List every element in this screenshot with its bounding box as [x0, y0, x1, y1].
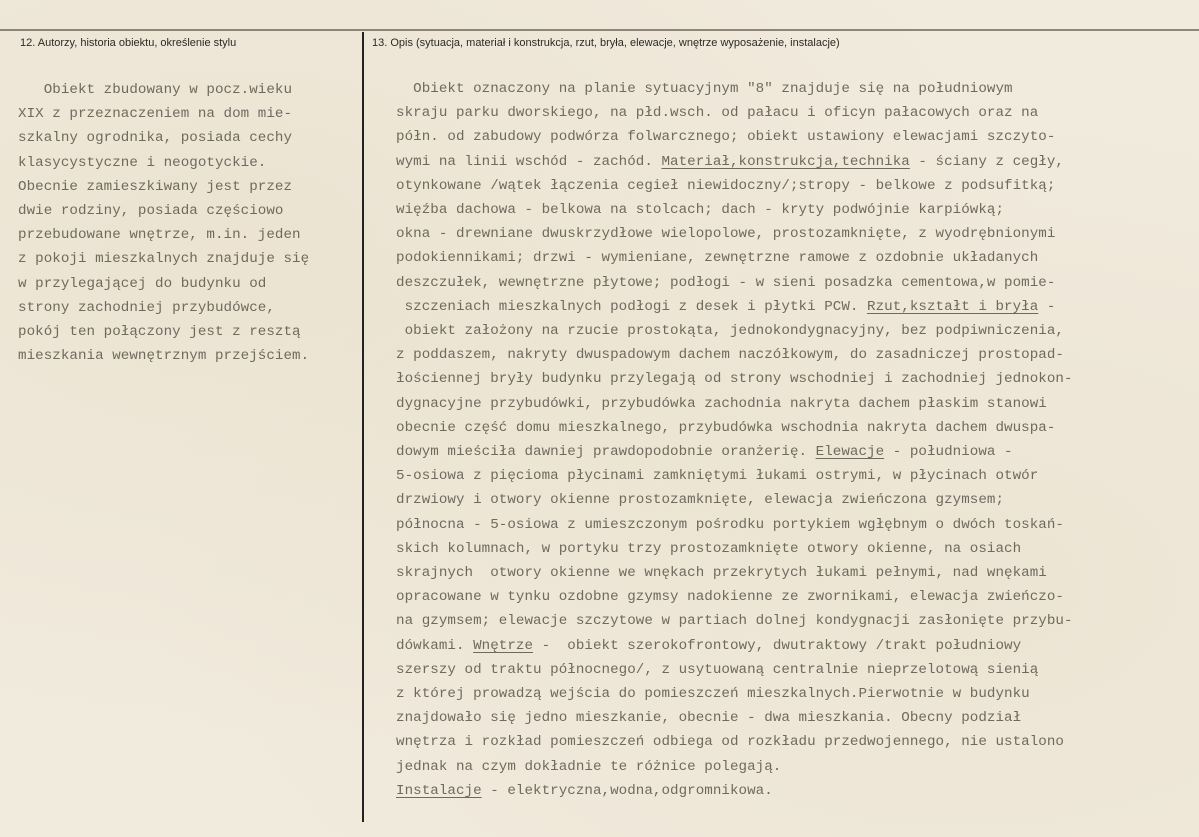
- text-segment: obiekt założony na rzucie prostokąta, jednokondygnacyjny, bez podpiwniczenia,: [396, 323, 1064, 340]
- text-segment: dygnacyjne przybudówki, przybudówka zachodnia nakryta dachem płaskim stanowi: [396, 395, 1047, 412]
- text-line: [396, 537, 1196, 561]
- text-segment: 5-osiowa z pięcioma płycinami zamkniętymi łukami ostrymi, w płycinach otwór: [396, 468, 1039, 485]
- text-segment: łościennej bryły budynku przylegają od strony wschodniej i zachodniej jednokon-: [396, 371, 1073, 388]
- text-line: dwie rodziny, posiada częściowo: [18, 203, 284, 220]
- text-segment: obecnie część domu mieszkalnego, przybudówka wschodnia nakryta dachem dwuspa-: [396, 419, 1056, 436]
- text-segment: północna - 5-osiowa z umieszczonym pośrodku portykiem wgłębnym o dwóch toskań-: [396, 516, 1064, 533]
- text-line: [396, 392, 1196, 416]
- text-line: [396, 367, 1196, 391]
- text-line: [396, 416, 1196, 440]
- text-segment: drzwiowy i otwory okienne prostozamknięte, elewacja zwieńczona gzymsem;: [396, 492, 1005, 509]
- text-segment: skich kolumnach, w portyku trzy prostozamknięte otwory okienne, na osiach: [396, 540, 1022, 557]
- text-line: [396, 246, 1196, 270]
- text-segment: skrajnych otwory okienne we wnękach przekrytych łukami pełnymi, nad wnękami: [396, 565, 1047, 582]
- text-line: [396, 343, 1196, 367]
- text-line: [396, 77, 1196, 101]
- text-segment: - południowa -: [884, 444, 1013, 461]
- header-divider: [0, 29, 1199, 31]
- text-line: mieszkania wewnętrznym przejściem.: [18, 348, 310, 365]
- text-line: przebudowane wnętrze, m.in. jeden: [18, 227, 301, 244]
- text-line: [396, 779, 1196, 803]
- text-segment: dowym mieściła dawniej prawdopodobnie oranżerię.: [396, 444, 816, 461]
- text-segment: opracowane w tynku ozdobne gzymsy nadokienne ze zwornikami, elewacja zwieńczo-: [396, 589, 1064, 606]
- history-text-block: [18, 78, 360, 368]
- text-segment: -: [1038, 298, 1056, 315]
- text-line: [396, 440, 1196, 464]
- text-line: [396, 634, 1196, 658]
- underlined-heading: Elewacje: [815, 444, 885, 461]
- text-segment: - obiekt szerokofrontowy, dwutraktowy /trakt południowy: [533, 637, 1022, 654]
- text-line: [396, 101, 1196, 125]
- text-segment: podokiennikami; drzwi - wymieniane, zewnętrzne ramowe z ozdobnie układanych: [396, 250, 1039, 267]
- text-line: [396, 319, 1196, 343]
- text-line: pokój ten połączony jest z resztą: [18, 324, 301, 341]
- text-line: Obecnie zamieszkiwany jest przez: [18, 178, 293, 195]
- text-line: [396, 295, 1196, 319]
- text-line: [396, 609, 1196, 633]
- text-segment: wymi na linii wschód - zachód.: [396, 153, 662, 170]
- underlined-heading: Wnętrze: [473, 637, 534, 654]
- text-line: [396, 755, 1196, 779]
- text-line: [396, 488, 1196, 512]
- text-line: strony zachodniej przybudówce,: [18, 299, 275, 316]
- text-segment: Obiekt oznaczony na planie sytuacyjnym "8" znajduje się na południowym: [396, 81, 1013, 97]
- text-segment: jednak na czym dokładnie te różnice polegają.: [396, 758, 782, 775]
- text-line: [396, 706, 1196, 730]
- text-segment: z poddaszem, nakryty dwuspadowym dachem naczółkowym, do zasadniczej prostopad-: [396, 347, 1064, 364]
- text-segment: - elektryczna,wodna,odgromnikowa.: [481, 782, 773, 799]
- text-line: [396, 150, 1196, 174]
- text-line: XIX z przeznaczeniem na dom mie-: [18, 106, 293, 123]
- underlined-heading: Materiał,konstrukcja,technika: [661, 153, 910, 170]
- text-line: [396, 125, 1196, 149]
- underlined-heading: Rzut,kształt i bryła: [867, 298, 1039, 315]
- text-line: [396, 730, 1196, 754]
- text-segment: półn. od zabudowy podwórza folwarcznego; obiekt ustawiony elewacjami szczyto-: [396, 129, 1056, 146]
- text-line: [396, 198, 1196, 222]
- text-segment: więźba dachowa - belkowa na stolcach; dach - kryty podwójnie karpiówką;: [396, 202, 1005, 219]
- description-text-block: [396, 77, 1196, 803]
- text-line: [396, 174, 1196, 198]
- text-segment: znajdowało się jedno mieszkanie, obecnie - dwa mieszkania. Obecny podział: [396, 710, 1022, 727]
- text-line: [396, 222, 1196, 246]
- section-13-heading: 13. Opis (sytuacja, materiał i konstrukcja, rzut, bryła, elewacje, wnętrze wyposażenie, instalacje): [372, 37, 840, 49]
- text-line: w przylegającej do budynku od: [18, 275, 267, 292]
- text-segment: dówkami.: [396, 637, 474, 654]
- text-segment: szerszy od traktu północnego/, z usytuowaną centralnie nieprzelotową sienią: [396, 661, 1039, 678]
- text-line: szkalny ogrodnika, posiada cechy: [18, 130, 293, 147]
- text-segment: na gzymsem; elewacje szczytowe w partiach dolnej kondygnacji zasłonięte przybu-: [396, 613, 1073, 630]
- text-line: [396, 585, 1196, 609]
- text-line: Obiekt zbudowany w pocz.wieku: [18, 82, 293, 98]
- text-line: [396, 513, 1196, 537]
- text-line: z pokoji mieszkalnych znajduje się: [18, 251, 310, 268]
- text-segment: okna - drewniane dwuskrzydłowe wielopolowe, prostozamknięte, z wyodrębnionymi: [396, 226, 1056, 243]
- text-line: [396, 464, 1196, 488]
- text-segment: szczeniach mieszkalnych podłogi z desek i płytki PCW.: [396, 298, 868, 315]
- text-line: [396, 271, 1196, 295]
- column-divider: [362, 32, 364, 822]
- text-segment: skraju parku dworskiego, na płd.wsch. od pałacu i oficyn pałacowych oraz na: [396, 105, 1039, 122]
- text-segment: z której prowadzą wejścia do pomieszczeń mieszkalnych.Pierwotnie w budynku: [396, 686, 1030, 703]
- underlined-heading: Instalacje: [396, 782, 482, 799]
- text-line: [396, 682, 1196, 706]
- section-12-heading: 12. Autorzy, historia obiektu, określenie stylu: [20, 37, 237, 49]
- text-segment: otynkowane /wątek łączenia cegieł niewidoczny/;stropy - belkowe z podsufitką;: [396, 177, 1056, 194]
- text-line: klasycystyczne i neogotyckie.: [18, 154, 267, 171]
- text-segment: deszczułek, wewnętrzne płytowe; podłogi - w sieni posadzka cementowa,w pomie-: [396, 274, 1056, 291]
- text-segment: wnętrza i rozkład pomieszczeń odbiega od rozkładu przedwojennego, nie ustalono: [396, 734, 1064, 751]
- text-segment: - ściany z cegły,: [909, 153, 1064, 170]
- text-line: [396, 658, 1196, 682]
- text-line: [396, 561, 1196, 585]
